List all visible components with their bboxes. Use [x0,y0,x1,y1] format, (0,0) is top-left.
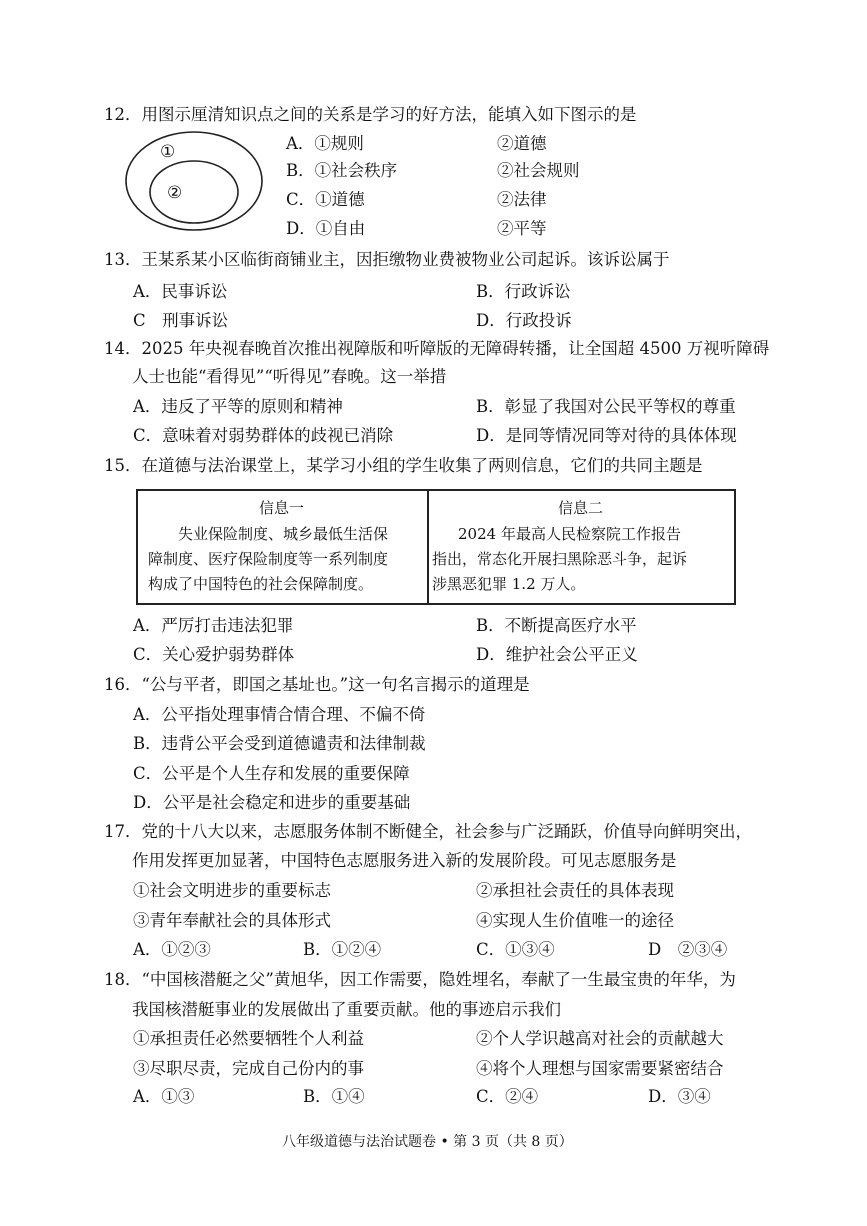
q14-option-c: C．意味着对弱势群体的歧视已消除 [133,426,394,445]
q15-option-d: D．维护社会公平正义 [476,645,638,664]
q17-option-d: D ②③④ [648,940,728,959]
info1-line: 失业保险制度、城乡最低生活保 [178,525,389,543]
q12-option-a-right: ②道德 [497,134,547,153]
q14-stem-line2: 人士也能“看得见”“听得见”春晚。这一举措 [132,367,447,386]
q12-option-b-right: ②社会规则 [497,161,580,180]
q18-stem-line1: 18．“中国核潜艇之父”黄旭华，因工作需要，隐姓埋名，奉献了一生最宝贵的年华，为 [104,970,736,989]
q18-option-c: C．②④ [476,1087,539,1106]
q12-stem: 12．用图示厘清知识点之间的关系是学习的好方法，能填入如下图示的是 [104,105,637,124]
q18-item-2: ②个人学识越高对社会的贡献越大 [476,1029,724,1048]
q16-option-c: C．公平是个人生存和发展的重要保障 [133,764,410,783]
q12-option-c-right: ②法律 [497,190,547,209]
concept-circle-diagram [124,130,264,232]
q17-item-4: ④实现人生价值唯一的途径 [476,911,674,930]
q18-option-b: B．①④ [303,1087,365,1106]
q14-option-b: B．彰显了我国对公民平等权的尊重 [476,397,736,416]
q15-option-b: B．不断提高医疗水平 [476,616,637,635]
info1-line: 构成了中国特色的社会保障制度。 [148,575,374,593]
diagram-inner-label: ② [167,183,183,203]
q15-stem: 15．在道德与法治课堂上，某学习小组的学生收集了两则信息，它们的共同主题是 [104,456,703,475]
q17-item-1: ①社会文明进步的重要标志 [133,881,331,900]
q13-option-b: B．行政诉讼 [476,282,571,301]
q16-option-d: D．公平是社会稳定和进步的重要基础 [133,793,411,812]
info1-line: 障制度、医疗保险制度等一系列制度 [148,550,389,568]
q14-option-a: A．违反了平等的原则和精神 [133,397,343,416]
info1-title: 信息一 [259,499,305,517]
q12-option-d-left: D．①自由 [286,219,366,238]
q18-item-1: ①承担责任必然要牺牲个人利益 [133,1029,364,1048]
info2-line: 涉黑恶犯罪 1.2 万人。 [432,575,586,593]
page-footer: 八年级道德与法治试题卷 • 第 3 页（共 8 页） [282,1134,573,1150]
q18-stem-line2: 我国核潜艇事业的发展做出了重要贡献。他的事迹启示我们 [132,1000,561,1019]
info2-title: 信息二 [558,499,604,517]
q15-option-c: C．关心爱护弱势群体 [133,645,295,664]
info-divider [427,491,429,603]
q16-option-b: B．违背公平会受到道德谴责和法律制裁 [133,734,426,753]
q17-stem-line2: 作用发挥更加显著，中国特色志愿服务进入新的发展阶段。可见志愿服务是 [132,851,677,870]
q17-option-a: A．①②③ [133,940,211,959]
diagram-outer-label: ① [160,142,176,162]
q13-stem: 13．王某系某小区临街商铺业主，因拒缴物业费被物业公司起诉。该诉讼属于 [104,250,670,269]
q15-info-table [136,489,736,605]
q17-item-3: ③青年奉献社会的具体形式 [133,911,331,930]
q17-item-2: ②承担社会责任的具体表现 [476,881,674,900]
q14-stem-line1: 14．2025 年央视春晚首次推出视障版和听障版的无障碍转播，让全国超 4500 万视听障碍 [104,339,770,358]
q12-option-b-left: B．①社会秩序 [286,161,398,180]
q13-option-a: A．民事诉讼 [133,282,228,301]
q18-option-a: A．①③ [133,1087,195,1106]
q13-option-c: C 刑事诉讼 [133,311,229,330]
q12-option-a-left: A．①规则 [286,134,364,153]
q13-option-d: D．行政投诉 [476,311,572,330]
q18-option-d: D．③④ [648,1087,711,1106]
q18-item-3: ③尽职尽责，完成自己份内的事 [133,1059,364,1078]
q17-stem-line1: 17．党的十八大以来，志愿服务体制不断健全，社会参与广泛踊跃，价值导向鲜明突出， [104,822,752,841]
q18-item-4: ④将个人理想与国家需要紧密结合 [476,1059,724,1078]
q14-option-d: D．是同等情况同等对待的具体体现 [476,426,737,445]
q16-option-a: A．公平指处理事情合情合理、不偏不倚 [133,705,426,724]
q12-option-d-right: ②平等 [497,219,547,238]
q12-option-c-left: C．①道德 [286,190,365,209]
q15-option-a: A．严厉打击违法犯罪 [133,616,294,635]
info2-line: 2024 年最高人民检察院工作报告 [458,525,681,543]
info2-line: 指出，常态化开展扫黑除恶斗争，起诉 [432,550,688,568]
q16-stem: 16．“公与平者，即国之基址也。”这一句名言揭示的道理是 [104,675,530,694]
q17-option-c: C．①③④ [476,940,555,959]
q17-option-b: B．①②④ [303,940,382,959]
